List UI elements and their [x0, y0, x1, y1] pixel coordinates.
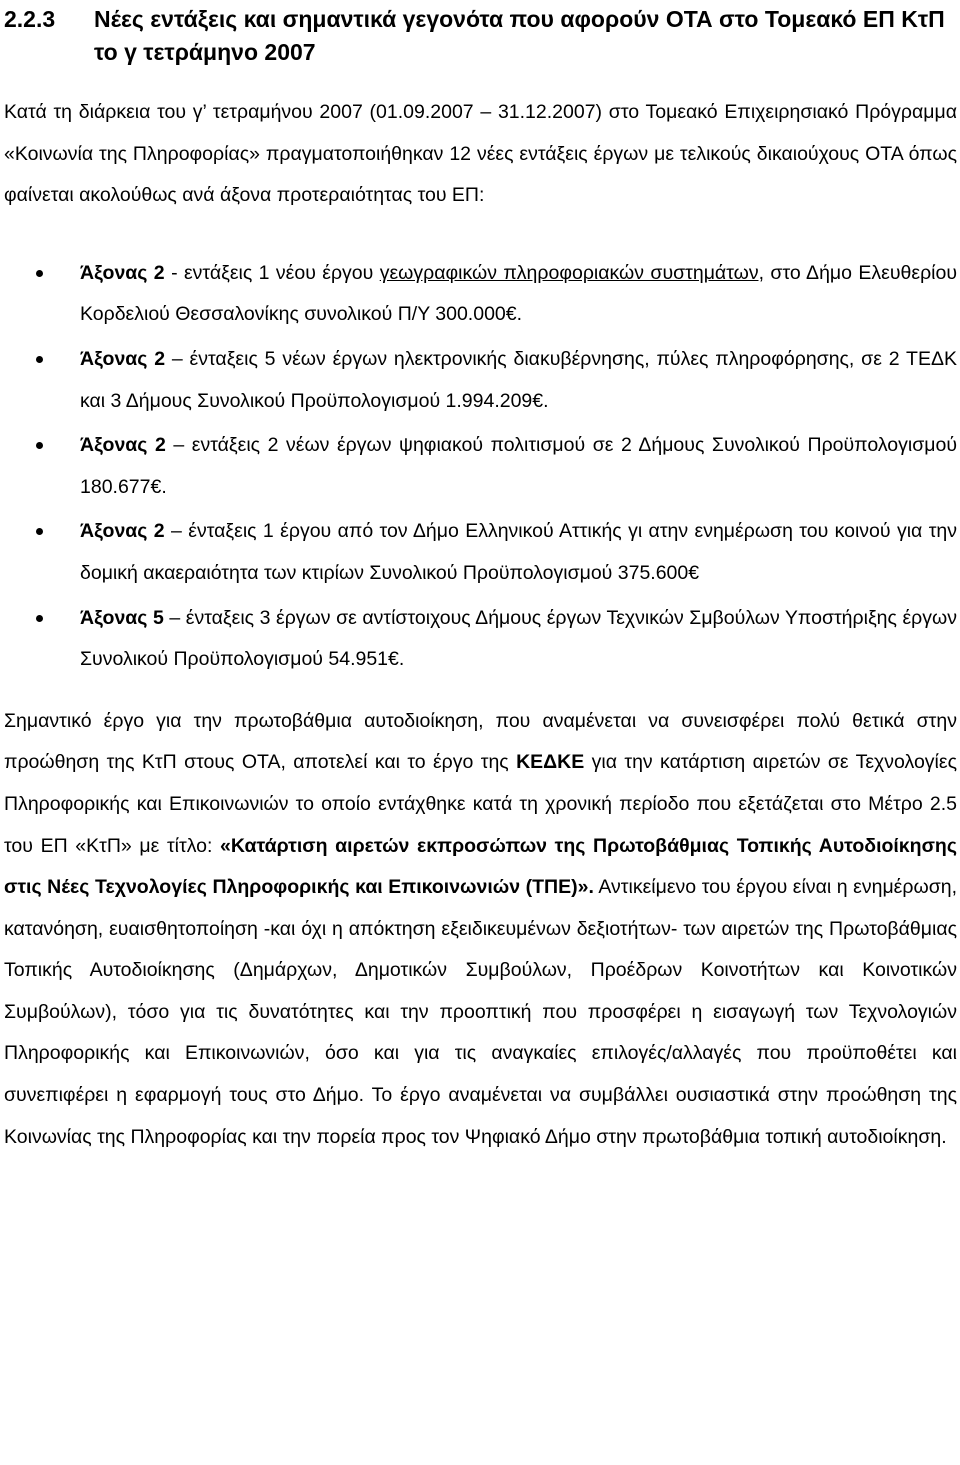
item-underlined-text: γεωγραφικών πληροφοριακών συστημάτων, — [379, 261, 765, 284]
item-text: – ένταξεις 3 έργων σε αντίστοιχους Δήμους έργων Τεχνικών Σμβούλων Υποστήριξης έργων Συνολικού Προϋπολογισμού 54.951€. — [80, 606, 957, 671]
axis-label: Άξονας 2 — [80, 261, 165, 284]
list-item — [4, 598, 957, 681]
axis-label: Άξονας 5 — [80, 606, 164, 629]
paragraph-text: Αντικείμενο του έργου είναι η ενημέρωση, κατανόηση, ευαισθητοποίηση -και όχι η απόκτηση εξειδικευμένων δεξιοτήτων- των αιρετών της Πρωτοβάθμιας Τοπικής Αυτοδιοίκησης (Δημάρχων, Δημοτικών Συμβούλων, Προέδρων Κοινοτήτων και Κοινοτικών Συμβούλων), τόσο για τις δυνατότητες και την προοπτική που προσφέρει η εισαγωγή των Τεχνολογιών Πληροφορικής και Επικοινωνιών, όσο και για τις αναγκαίες επιλογές/αλλαγές που προϋποθέτει και συνεπιφέρει η εφαρμογή τους στο Δήμο. Το έργο αναμένεται να συμβάλλει ουσιαστικά στην προώθηση της Κοινωνίας της Πληροφορίας και την πορεία προς τον Ψηφιακό Δήμο στην πρωτοβάθμια τοπική αυτοδιοίκηση. — [4, 876, 957, 1148]
list-item — [4, 253, 957, 336]
section-heading — [4, 0, 957, 69]
axis-list — [4, 253, 957, 681]
section-number: 2.2.3 — [4, 6, 56, 32]
item-text-tail: στο Δήμο Ελευθερίου Κορδελιού Θεσσαλονίκης συνολικού Π/Υ 300.000€. — [80, 261, 957, 326]
section-title: Νέες εντάξεις και σημαντικά γεγονότα που αφορούν ΟΤΑ στο Τομεακό ΕΠ ΚτΠ το γ τετράμηνο 2007 — [94, 6, 945, 65]
item-text: - εντάξεις 1 νέου έργου — [164, 261, 380, 284]
list-item — [4, 339, 957, 422]
organization-name: ΚΕΔΚΕ — [516, 751, 585, 774]
item-text: – εντάξεις 2 νέων έργων ψηφιακού πολιτισμού σε 2 Δήμους Συνολικού Προϋπολογισμού 180.677€. — [80, 434, 957, 498]
axis-label: Άξονας 2 — [80, 347, 166, 370]
paragraph-text: για την κατάρτιση αιρετών σε Τεχνολογίες Πληροφορικής και Επικοινωνιών το οποίο εντάχθηκε κατά τη χρονική περίοδο που εξετάζεται στο Μέτρο 2.5 του ΕΠ «ΚτΠ» με τίτλο: — [4, 751, 957, 857]
intro-paragraph: Κατά τη διάρκεια του γ’ τετραμήνου 2007 (01.09.2007 – 31.12.2007) στο Τομεακό Επιχειρησιακό Πρόγραμμα «Κοινωνία της Πληροφορίας» πραγματοποιήθηκαν 12 νέες εντάξεις έργων με τελικούς δικαιούχους ΟΤΑ όπως φαίνεται ακολούθως ανά άξονα προτεραιότητας του ΕΠ: — [4, 101, 957, 207]
bullet-icon — [36, 356, 43, 363]
item-text: – ένταξεις 5 νέων έργων ηλεκτρονικής διακυβέρνησης, πύλες πληροφόρησης, σε 2 ΤΕΔΚ και 3 Δήμους Συνολικού Προϋπολογισμού 1.994.209€. — [80, 347, 957, 412]
bullet-icon — [36, 442, 43, 449]
axis-label: Άξονας 2 — [80, 434, 166, 457]
project-title: «Κατάρτιση αιρετών εκπροσώπων της Πρωτοβάθμιας Τοπικής Αυτοδιοίκησης στις Νέες Τεχνολογίες Πληροφορικής και Επικοινωνιών (ΤΠΕ)». — [4, 834, 957, 899]
item-text: – ένταξεις 1 έργου από τον Δήμο Ελληνικού Αττικής γι ατην ενημέρωση του κοινού για την δομική ακαεραιότητα των κτιρίων Συνολικού Προϋπολογισμού 375.600€ — [80, 520, 957, 584]
axis-label: Άξονας 2 — [80, 520, 165, 543]
list-item — [4, 511, 957, 594]
bullet-icon — [36, 528, 43, 535]
bullet-icon — [36, 270, 43, 277]
bullet-icon — [36, 615, 43, 622]
list-item — [4, 425, 957, 508]
main-paragraph — [4, 701, 957, 1159]
paragraph-text: Σημαντικό έργο για την πρωτοβάθμια αυτοδιοίκηση, που αναμένεται να συνεισφέρει πολύ θετικά στην προώθηση της ΚτΠ στους ΟΤΑ, αποτελεί και το έργο της — [4, 709, 957, 774]
